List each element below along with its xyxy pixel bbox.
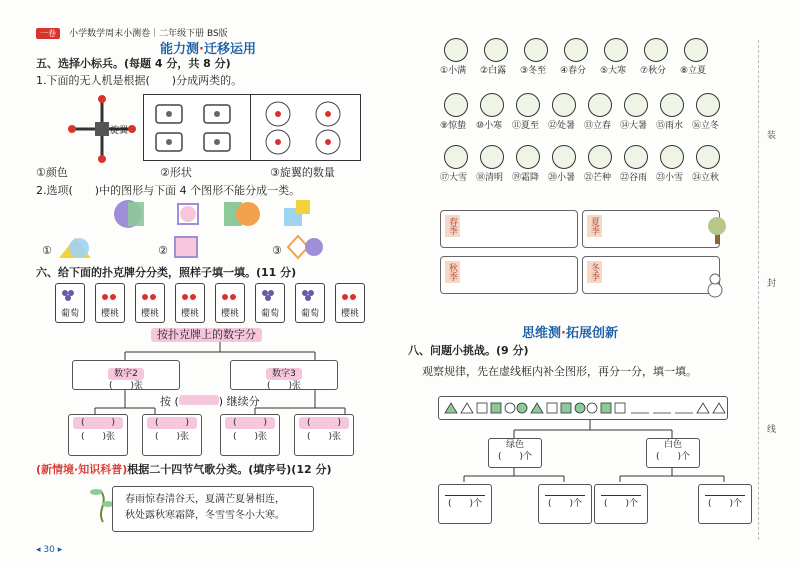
- solar-term-label: ⑳小暑: [548, 173, 576, 183]
- season-box-summer[interactable]: [582, 210, 720, 248]
- solar-term-label: ㉑芒种: [584, 173, 612, 183]
- q5-2-opt2-label: ②: [158, 244, 168, 257]
- q7-tag: (新情境·知识科普): [36, 463, 128, 476]
- season-label: 夏季: [587, 215, 602, 237]
- card-label: 葡萄: [60, 309, 79, 319]
- solar-term-icon: [660, 145, 684, 169]
- q5-title: 五、选择小标兵。(每题 4 分，共 8 分): [36, 57, 231, 70]
- card: [55, 283, 85, 323]
- q5-2-opt1-label: ①: [42, 244, 52, 257]
- solar-term-icon: [696, 145, 720, 169]
- branch-white-count[interactable]: ( )个: [655, 452, 691, 462]
- q7-title: (新情境·知识科普)根据二十四节气歌分类。(填序号)(12 分): [36, 463, 332, 476]
- tree-leaf: [294, 414, 354, 456]
- q5-1-opt2: ②形状: [160, 166, 192, 179]
- solar-term-label: ⑱清明: [476, 173, 504, 183]
- poem-box: [112, 486, 314, 532]
- card: [175, 283, 205, 323]
- drones-four-rotor: [148, 99, 246, 157]
- tree-leaf: [68, 414, 128, 456]
- q8-title: 八、问题小挑战。(9 分): [408, 344, 529, 357]
- section-title-ability: 能力测·迁移运用: [160, 42, 256, 57]
- season-box-spring[interactable]: [440, 210, 578, 248]
- solar-term-label: ⑭大暑: [620, 121, 648, 131]
- season-box-autumn[interactable]: [440, 256, 578, 294]
- branch-white-label: 白色: [663, 440, 682, 450]
- q8-description: 观察规律，先在虚线框内补全图形，再分一分，填一填。: [422, 365, 697, 378]
- leaf-count[interactable]: ( )个: [447, 499, 483, 509]
- card-label: 葡萄: [300, 309, 319, 319]
- header-tag: 一卷: [36, 28, 60, 39]
- tree-node-right-label: 数字3: [266, 368, 302, 380]
- season-box-winter[interactable]: [582, 256, 720, 294]
- solar-term-icon: [660, 93, 684, 117]
- solar-term-icon: [444, 38, 468, 62]
- card-label: 葡萄: [260, 309, 279, 319]
- tree-node-left-count[interactable]: ( )张: [108, 381, 144, 391]
- solar-term-label: ⑩小寒: [476, 121, 503, 131]
- solar-term-label: ④春分: [560, 66, 587, 76]
- solar-term-label: ⑤大寒: [600, 66, 627, 76]
- solar-term-icon: [444, 93, 468, 117]
- card-label: 樱桃: [100, 309, 119, 319]
- card: [215, 283, 245, 323]
- q5-2-opt3-shape: [286, 234, 326, 260]
- solar-term-label: ㉓小雪: [656, 173, 684, 183]
- leaf-blank-line[interactable]: [705, 495, 745, 496]
- leaf-blank-line[interactable]: [601, 495, 641, 496]
- card-row: [55, 283, 365, 323]
- poem-line-2: 秋处露秋寒霜降，冬雪雪冬小大寒。: [125, 510, 285, 521]
- season-label: 冬季: [587, 261, 602, 283]
- q5-2-text: 2.选项( )中的图形与下面 4 个图形不能分成一类。: [36, 184, 301, 197]
- q5-1-opt3: ③旋翼的数量: [270, 166, 335, 179]
- solar-term-icon: [604, 38, 628, 62]
- card: [255, 283, 285, 323]
- margin-text: 装: [765, 130, 775, 139]
- q5-2-opt2-shape: [172, 234, 202, 260]
- q5-2-opt3-label: ③: [272, 244, 282, 257]
- tree-node-right-count[interactable]: ( )张: [266, 381, 302, 391]
- margin-text: 封: [765, 278, 775, 287]
- leaf-count[interactable]: ( )个: [547, 499, 583, 509]
- q8-leaf: [438, 484, 492, 524]
- tree-node-left-label: 数字2: [108, 368, 144, 380]
- solar-term-label: ⑨惊蛰: [440, 121, 467, 131]
- solar-term-icon: [480, 93, 504, 117]
- tree-mid-blank[interactable]: [179, 395, 219, 405]
- leaf-blank-line[interactable]: [445, 495, 485, 496]
- q5-2-shapes: [112, 198, 332, 230]
- leaf-bottom[interactable]: ( )张: [232, 432, 268, 442]
- tree-leaf: [142, 414, 202, 456]
- solar-term-icon: [588, 93, 612, 117]
- season-label: 春季: [445, 215, 460, 237]
- solar-term-icon: [444, 145, 468, 169]
- leaf-bottom[interactable]: ( )张: [306, 432, 342, 442]
- poem-line-1: 春雨惊春清谷天，夏满芒夏暑相连，: [125, 494, 285, 505]
- solar-term-icon: [552, 93, 576, 117]
- solar-term-label: ⑰大雪: [440, 173, 468, 183]
- solar-term-icon: [480, 145, 504, 169]
- solar-term-icon: [644, 38, 668, 62]
- branch-green-label: 绿色: [505, 440, 524, 450]
- solar-term-label: ㉔立秋: [692, 173, 720, 183]
- pattern-shapes: [439, 397, 727, 419]
- drones-six-rotor: [254, 99, 356, 157]
- section-title-thinking: 思维测·拓展创新: [522, 326, 618, 341]
- binding-line: [758, 40, 760, 540]
- card: [135, 283, 165, 323]
- solar-term-icon: [484, 38, 508, 62]
- tree-leaf: [220, 414, 280, 456]
- card-label: 樱桃: [140, 309, 159, 319]
- solar-term-label: ⑧立夏: [680, 66, 707, 76]
- solar-term-label: ②白露: [480, 66, 507, 76]
- q8-leaf: [538, 484, 592, 524]
- solar-term-label: ⑲霜降: [512, 173, 540, 183]
- solar-term-label: ⑫处暑: [548, 121, 576, 131]
- solar-term-icon: [624, 93, 648, 117]
- branch-green-count[interactable]: ( )个: [497, 452, 533, 462]
- snowman-icon: [704, 272, 726, 298]
- page-number: ◂ 30 ▸: [36, 545, 63, 555]
- leaf-count[interactable]: ( )个: [707, 499, 743, 509]
- branch-green: [488, 438, 542, 468]
- solar-term-label: ③冬至: [520, 66, 547, 76]
- tree-node-right: [230, 360, 338, 390]
- q8-leaf: [594, 484, 648, 524]
- season-label: 秋季: [445, 261, 460, 283]
- solar-term-icon: [588, 145, 612, 169]
- card: [295, 283, 325, 323]
- card-label: 樱桃: [220, 309, 239, 319]
- tree-root: 按扑克牌上的数字分: [151, 328, 262, 342]
- q6-title: 六、给下面的扑克牌分分类，照样子填一填。(11 分): [36, 266, 297, 279]
- card: [335, 283, 365, 323]
- solar-term-label: ⑪夏至: [512, 121, 540, 131]
- q5-1-text: 1.下面的无人机是根据( )分成两类的。: [36, 74, 243, 87]
- solar-term-label: ①小满: [440, 66, 467, 76]
- solar-term-icon: [552, 145, 576, 169]
- leaf-bottom[interactable]: ( )张: [80, 432, 116, 442]
- q5-1-opt1: ①颜色: [36, 166, 68, 179]
- solar-term-icon: [624, 145, 648, 169]
- tree-node-left: [72, 360, 180, 390]
- leaf-bottom[interactable]: ( )张: [154, 432, 190, 442]
- card-label: 樱桃: [340, 309, 359, 319]
- leaf-top[interactable]: ( ): [73, 417, 123, 429]
- solar-term-label: ⑬立春: [584, 121, 612, 131]
- solar-term-icon: [516, 145, 540, 169]
- solar-term-icon: [564, 38, 588, 62]
- header-title: 小学数学周末小测卷｜二年级下册 BS版: [69, 29, 228, 39]
- solar-term-icon: [696, 93, 720, 117]
- q8-leaf: [698, 484, 752, 524]
- group-divider: [250, 95, 251, 160]
- solar-term-icon: [524, 38, 548, 62]
- card-label: 樱桃: [180, 309, 199, 319]
- branch-white: [646, 438, 700, 468]
- solar-term-label: ⑮雨水: [656, 121, 684, 131]
- solar-term-label: ⑯立冬: [692, 121, 720, 131]
- solar-term-icon: [516, 93, 540, 117]
- rotor-label: 旋翼: [110, 126, 129, 136]
- margin-text: 线: [765, 424, 775, 433]
- card: [95, 283, 125, 323]
- drone-groups: [143, 94, 361, 161]
- leaf-blank-line[interactable]: [545, 495, 585, 496]
- leaf-top[interactable]: ( ): [225, 417, 275, 429]
- pattern-sequence: [438, 396, 728, 420]
- solar-term-label: ㉒谷雨: [620, 173, 648, 183]
- solar-term-icon: [684, 38, 708, 62]
- leaf-top[interactable]: ( ): [299, 417, 349, 429]
- tree-decoration-icon: [706, 212, 728, 246]
- leaf-count[interactable]: ( )个: [603, 499, 639, 509]
- tree-mid-label: 按 ( ) 继续分: [160, 395, 260, 408]
- drone-diagram: [62, 93, 142, 165]
- solar-term-label: ⑦秋分: [640, 66, 667, 76]
- leaf-top[interactable]: ( ): [147, 417, 197, 429]
- q5-2-opt1-shape: [55, 234, 95, 260]
